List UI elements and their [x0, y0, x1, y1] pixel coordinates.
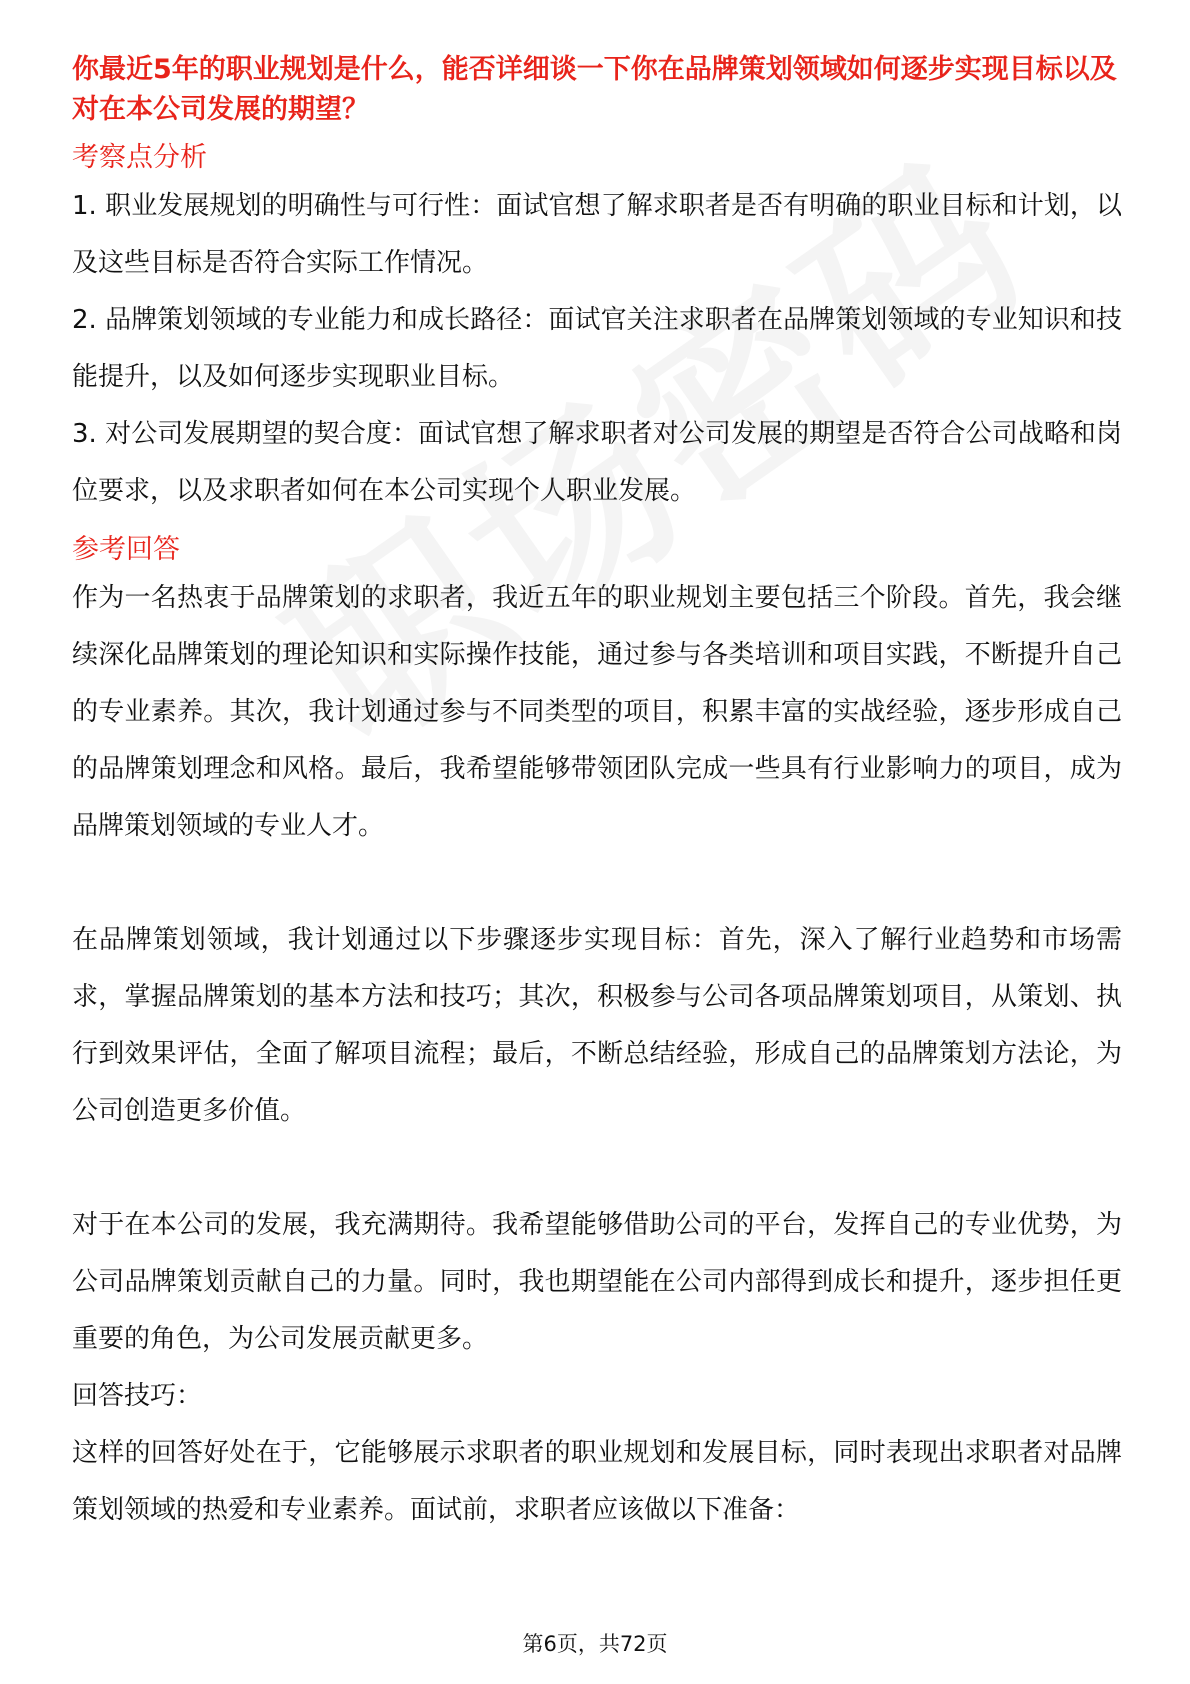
answer-body	[72, 570, 1122, 1368]
analysis-point: 3. 对公司发展期望的契合度：面试官想了解求职者对公司发展的期望是否符合公司战略和岗位要求，以及求职者如何在本公司实现个人职业发展。	[72, 419, 1122, 506]
tips-text: 这样的回答好处在于，它能够展示求职者的职业规划和发展目标，同时表现出求职者对品牌策划领域的热爱和专业素养。面试前，求职者应该做以下准备：	[72, 1438, 1122, 1525]
document-page	[72, 50, 1122, 1539]
question-title: 你最近5年的职业规划是什么，能否详细谈一下你在品牌策划领域如何逐步实现目标以及对在本公司发展的期望？	[72, 54, 1117, 125]
analysis-heading: 考察点分析	[72, 142, 207, 173]
answer-paragraph: 在品牌策划领域，我计划通过以下步骤逐步实现目标：首先，深入了解行业趋势和市场需求，掌握品牌策划的基本方法和技巧；其次，积极参与公司各项品牌策划项目，从策划、执行到效果评估，全面了解项目流程；最后，不断总结经验，形成自己的品牌策划方法论，为公司创造更多价值。	[72, 925, 1122, 1126]
answer-paragraph: 对于在本公司的发展，我充满期待。我希望能够借助公司的平台，发挥自己的专业优势，为公司品牌策划贡献自己的力量。同时，我也期望能在公司内部得到成长和提升，逐步担任更重要的角色，为公司发展贡献更多。	[72, 1210, 1122, 1354]
answer-paragraph: 作为一名热衷于品牌策划的求职者，我近五年的职业规划主要包括三个阶段。首先，我会继续深化品牌策划的理论知识和实际操作技能，通过参与各类培训和项目实践，不断提升自己的专业素养。其次，我计划通过参与不同类型的项目，积累丰富的实战经验，逐步形成自己的品牌策划理念和风格。最后，我希望能够带领团队完成一些具有行业影响力的项目，成为品牌策划领域的专业人才。	[72, 583, 1122, 841]
page-number: 第6页，共72页	[522, 1632, 668, 1656]
tips-label: 回答技巧：	[72, 1381, 203, 1411]
analysis-point: 1. 职业发展规划的明确性与可行性：面试官想了解求职者是否有明确的职业目标和计划，以及这些目标是否符合实际工作情况。	[72, 191, 1122, 278]
answer-heading: 参考回答	[72, 534, 180, 565]
analysis-list	[72, 178, 1122, 520]
analysis-point: 2. 品牌策划领域的专业能力和成长路径：面试官关注求职者在品牌策划领域的专业知识和技能提升，以及如何逐步实现职业目标。	[72, 305, 1122, 392]
